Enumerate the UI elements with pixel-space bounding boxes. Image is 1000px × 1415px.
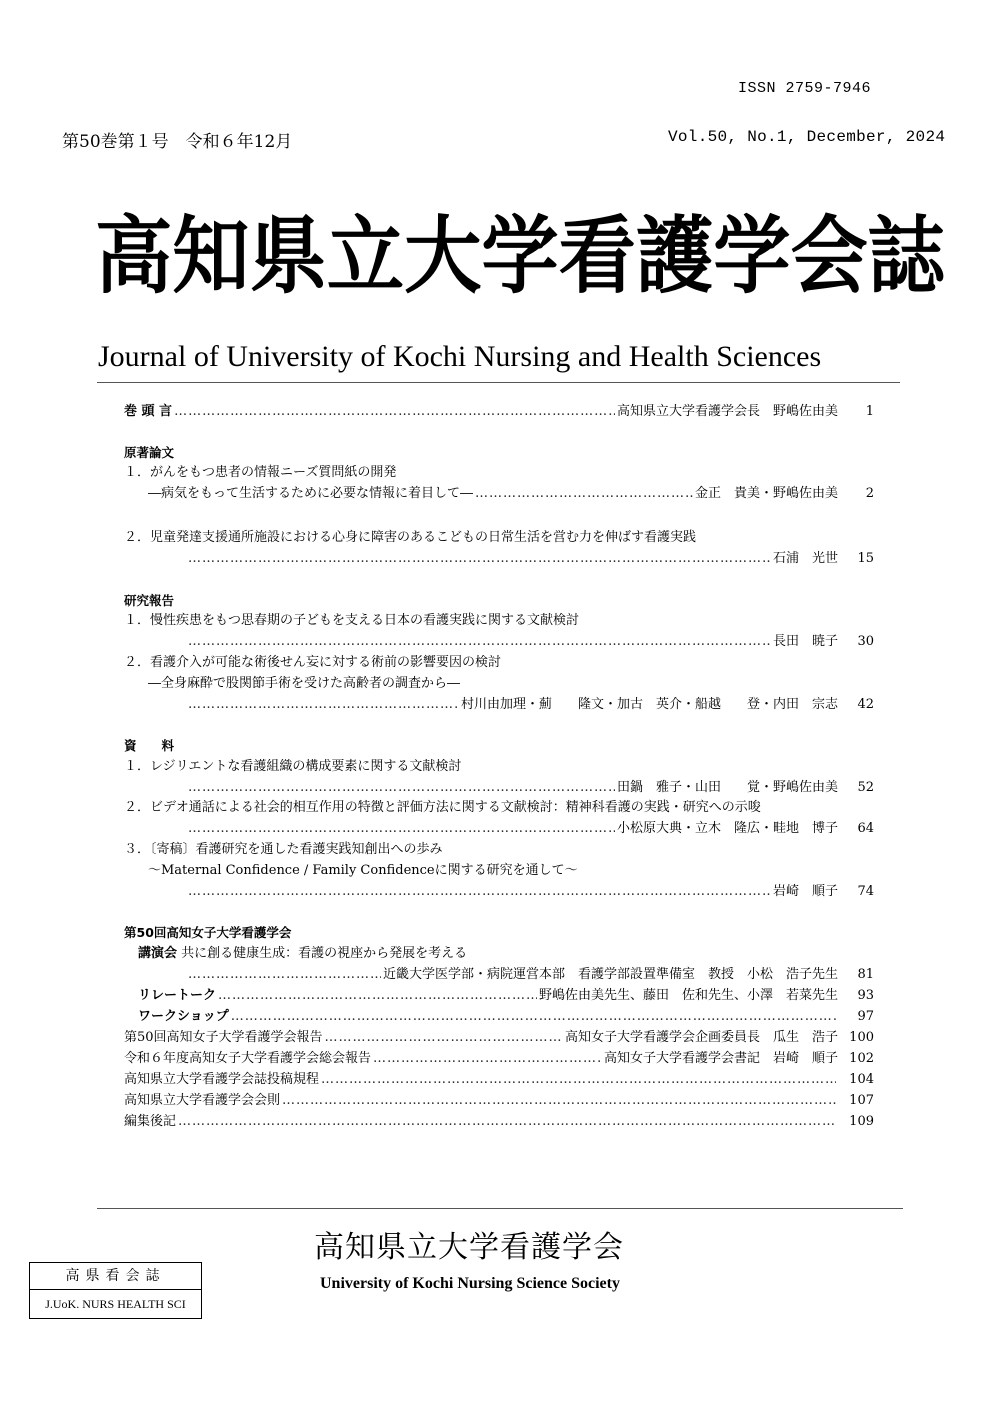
leader-dots: [188, 820, 615, 838]
leader-dots: [174, 403, 615, 421]
workshop-label: ワークショップ: [138, 1009, 229, 1024]
toc-entry: [186, 633, 874, 651]
toc-author: 岩崎 順子: [772, 884, 838, 899]
leader-dots: [321, 1071, 836, 1089]
leader-dots: [188, 883, 771, 901]
toc-author: 高知県立大学看護学会長 野嶋佐由美: [616, 404, 838, 419]
toc-page: 74: [857, 884, 874, 899]
leader-dots: [373, 1050, 602, 1068]
leader-dots: [325, 1029, 563, 1047]
journal-title-en: Journal of University of Kochi Nursing and Health Sciences: [98, 340, 822, 373]
toc-misc: [124, 1029, 874, 1047]
toc-entry-title: １．がんをもつ患者の情報ニーズ質問紙の開発: [124, 465, 397, 480]
leader-dots: [282, 1092, 836, 1110]
toc-author: 近畿大学医学部・病院運営本部 看護学部設置準備室 教授 小松 浩子先生: [382, 967, 838, 982]
toc-author: 野嶋佐由美先生、藤田 佐和先生、小澤 若菜先生: [538, 988, 838, 1003]
toc-title: 高知県立大学看護学会誌投稿規程: [124, 1072, 320, 1087]
toc-misc: [124, 1071, 874, 1089]
toc-entry-title: １．慢性疾患をもつ思春期の子どもを支える日本の看護実践に関する文献検討: [124, 613, 580, 628]
toc-author: 高知女子大学看護学会書記 岩崎 順子: [603, 1051, 838, 1066]
toc-lecture: [138, 945, 888, 963]
lecture-title: 共に創る健康生成：看護の視座から発展を考える: [181, 946, 468, 961]
header-divider: [97, 382, 900, 383]
toc-entry: [186, 696, 874, 714]
toc-page: 1: [865, 404, 874, 419]
volume-ja: 第50巻第１号 令和６年12月: [62, 132, 293, 152]
toc-author: 高知女子大学看護学会企画委員長 瓜生 浩子: [564, 1030, 838, 1045]
toc-subtitle: ―全身麻酔で股関節手術を受けた高齢者の調査から―: [148, 676, 461, 691]
toc-foreword: [124, 403, 874, 421]
footer-divider: [97, 1208, 903, 1209]
toc-author: 石浦 光世: [772, 551, 838, 566]
toc-entry: [186, 550, 874, 568]
toc-title: 巻 頭 言: [124, 404, 173, 419]
toc-title: 第50回高知女子大学看護学会報告: [124, 1030, 323, 1045]
toc-misc: [124, 1113, 874, 1131]
abbreviation-en: J.UoK. NURS HEALTH SCI: [45, 1297, 186, 1311]
lecture-label: 講演会: [138, 946, 178, 961]
issn: ISSN 2759-7946: [738, 80, 872, 97]
abbreviation-ja: 高県看会誌: [30, 1263, 201, 1290]
toc-page: 93: [857, 988, 874, 1003]
toc-workshop: [138, 1008, 874, 1026]
volume-en: Vol.50, No.1, December, 2024: [668, 128, 946, 146]
toc-subtitle: ～Maternal Confidence / Family Confidenceに関する研究を通して～: [148, 863, 578, 878]
journal-abbreviation-box: [29, 1262, 202, 1319]
toc-relay: [138, 987, 874, 1005]
leader-dots: [188, 779, 615, 797]
toc-page: 107: [849, 1093, 874, 1108]
society-name-en: University of Kochi Nursing Science Society: [320, 1275, 620, 1292]
toc-entry: [186, 966, 874, 984]
toc-title: 令和６年度高知女子大学看護学会総会報告: [124, 1051, 372, 1066]
toc-entry-title: １．レジリエントな看護組織の構成要素に関する文献検討: [124, 759, 462, 774]
section-heading-conference: 第50回高知女子大学看護学会: [124, 925, 292, 940]
toc-page: 81: [857, 967, 874, 982]
toc-page: 97: [857, 1009, 874, 1024]
toc-author: 小松原大典・立木 隆広・畦地 博子: [616, 821, 838, 836]
leader-dots: [188, 633, 771, 651]
toc-page: 64: [857, 821, 874, 836]
leader-dots: [188, 966, 381, 984]
section-heading-materials: 資 料: [124, 738, 175, 753]
toc-entry: [186, 820, 874, 838]
leader-dots: [178, 1113, 836, 1131]
toc-page: 109: [849, 1114, 874, 1129]
toc-author: 田鍋 雅子・山田 覚・野嶋佐由美: [616, 780, 838, 795]
toc-misc: [124, 1092, 874, 1110]
toc-misc: [124, 1050, 874, 1068]
toc-entry-title: ２．ビデオ通話による社会的相互作用の特徴と評価方法に関する文献検討：精神科看護の実践・研究への示唆: [124, 800, 761, 815]
toc-page: 30: [857, 634, 874, 649]
leader-dots: [188, 550, 771, 568]
toc-page: 102: [849, 1051, 874, 1066]
toc-page: 104: [849, 1072, 874, 1087]
toc-subtitle: ―病気をもって生活するために必要な情報に着目して―: [148, 486, 474, 501]
toc-page: 100: [849, 1030, 874, 1045]
toc-author: 長田 暁子: [772, 634, 838, 649]
section-heading-original: 原著論文: [124, 445, 175, 460]
toc-entry: [186, 883, 874, 901]
toc-entry-title: ２．看護介入が可能な術後せん妄に対する術前の影響要因の検討: [124, 655, 502, 670]
toc-entry-title: ３．〔寄稿〕看護研究を通した看護実践知創出への歩み: [124, 842, 443, 857]
toc-page: 52: [857, 780, 874, 795]
toc-page: 2: [865, 486, 874, 501]
toc-entry: [186, 779, 874, 797]
toc-entry: [148, 485, 874, 503]
relay-label: リレートーク: [138, 988, 217, 1003]
leader-dots: [231, 1008, 836, 1026]
toc-entry-title: ２．児童発達支援通所施設における心身に障害のあるこどもの日常生活を営む力を伸ばす看護実践: [124, 530, 697, 545]
toc-title: 高知県立大学看護学会会則: [124, 1093, 281, 1108]
toc-page: 15: [857, 551, 874, 566]
section-heading-research: 研究報告: [124, 593, 175, 608]
journal-title-ja: 高知県立大学看護学会誌: [95, 207, 946, 305]
society-name-ja: 高知県立大学看護学会: [314, 1230, 624, 1265]
toc-title: 編集後記: [124, 1114, 177, 1129]
leader-dots: [475, 485, 693, 503]
toc-author: 金正 貴美・野嶋佐由美: [694, 486, 838, 501]
leader-dots: [188, 696, 459, 714]
toc-page: 42: [857, 697, 874, 712]
leader-dots: [218, 987, 537, 1005]
toc-author: 村川由加理・薊 隆文・加古 英介・船越 登・内田 宗志: [460, 697, 838, 712]
